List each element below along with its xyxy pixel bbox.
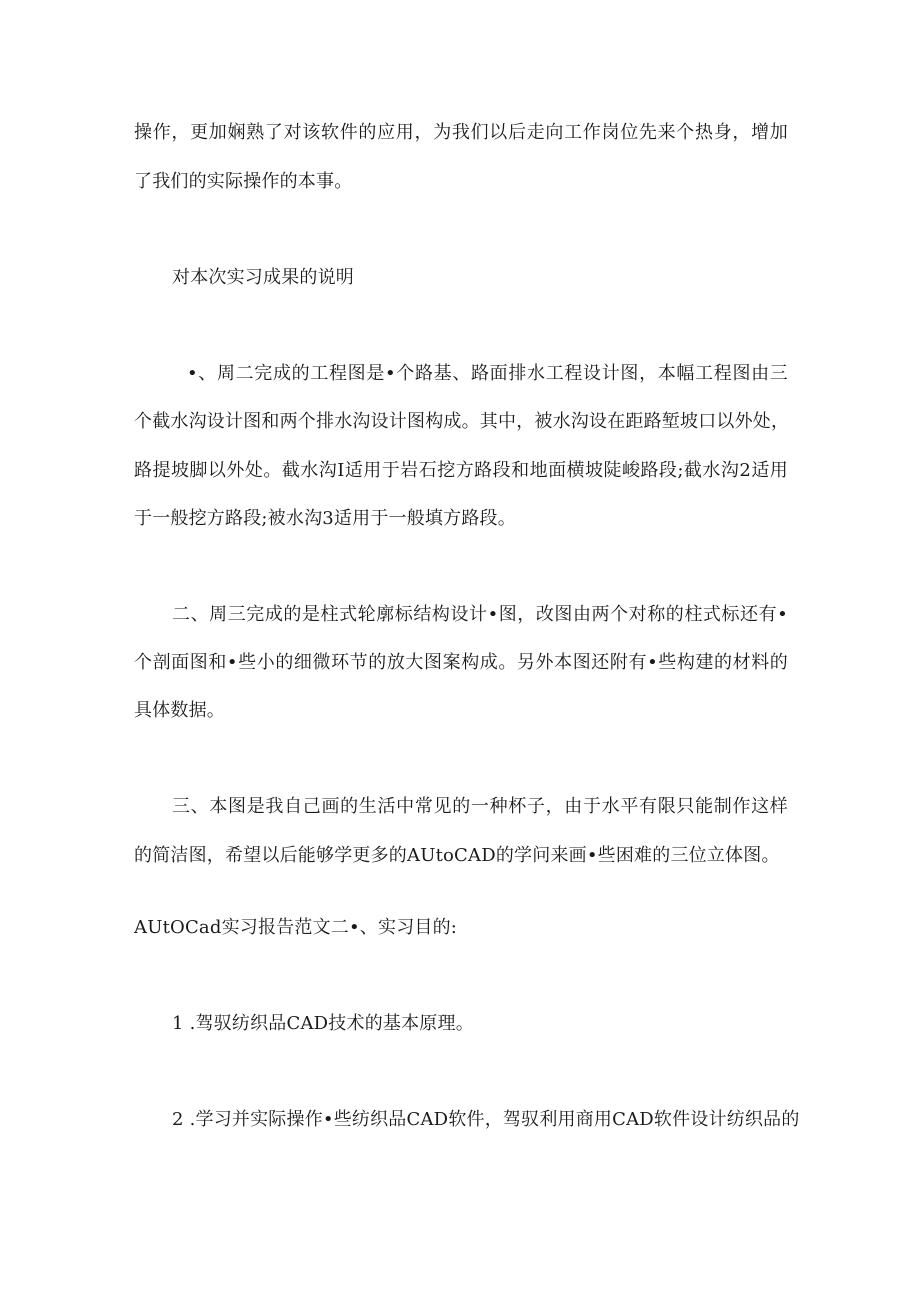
paragraph-line: 于一般挖方路段;被水沟3适用于一般填方路段。 [134, 508, 516, 529]
paragraph-line: 路提坡脚以外处。截水沟I适用于岩石挖方路段和地面横坡陡峻路段;截水沟2适用 [134, 460, 788, 481]
list-item: 1 .驾驭纺织品CAD技术的基本原理。 [172, 1013, 474, 1034]
paragraph-line: 个截水沟设计图和两个排水沟设计图构成。其中，被水沟设在距路堑坡口以外处， [134, 411, 790, 432]
paragraph-line: •、周二完成的工程图是•个路基、路面排水工程设计图，本幅工程图由三 [187, 363, 788, 384]
list-item: 2 .学习并实际操作•些纺织品CAD软件，驾驭利用商用CAD软件设计纺织品的 [172, 1109, 800, 1130]
paragraph-line: 三、本图是我自己画的生活中常见的一种杯子，由于水平有限只能制作这样 [172, 796, 788, 817]
section-heading: AUtOCad实习报告范文二•、实习目的: [134, 917, 458, 938]
paragraph-line: 了我们的实际操作的本事。 [134, 171, 353, 192]
paragraph-line: 具体数据。 [134, 700, 225, 721]
paragraph-line: 个剖面图和•些小的细微环节的放大图案构成。另外本图还附有•些构建的材料的 [134, 652, 788, 673]
section-heading: 对本次实习成果的说明 [172, 267, 354, 288]
paragraph-line: 操作，更加娴熟了对该软件的应用，为我们以后走向工作岗位先来个热身，增加 [134, 122, 788, 143]
paragraph-line: 二、周三完成的是柱式轮廓标结构设计•图，改图由两个对称的柱式标还有• [172, 604, 788, 625]
paragraph-line: 的简洁图，希望以后能够学更多的AUtoCAD的学问来画•些困难的三位立体图。 [134, 845, 780, 866]
